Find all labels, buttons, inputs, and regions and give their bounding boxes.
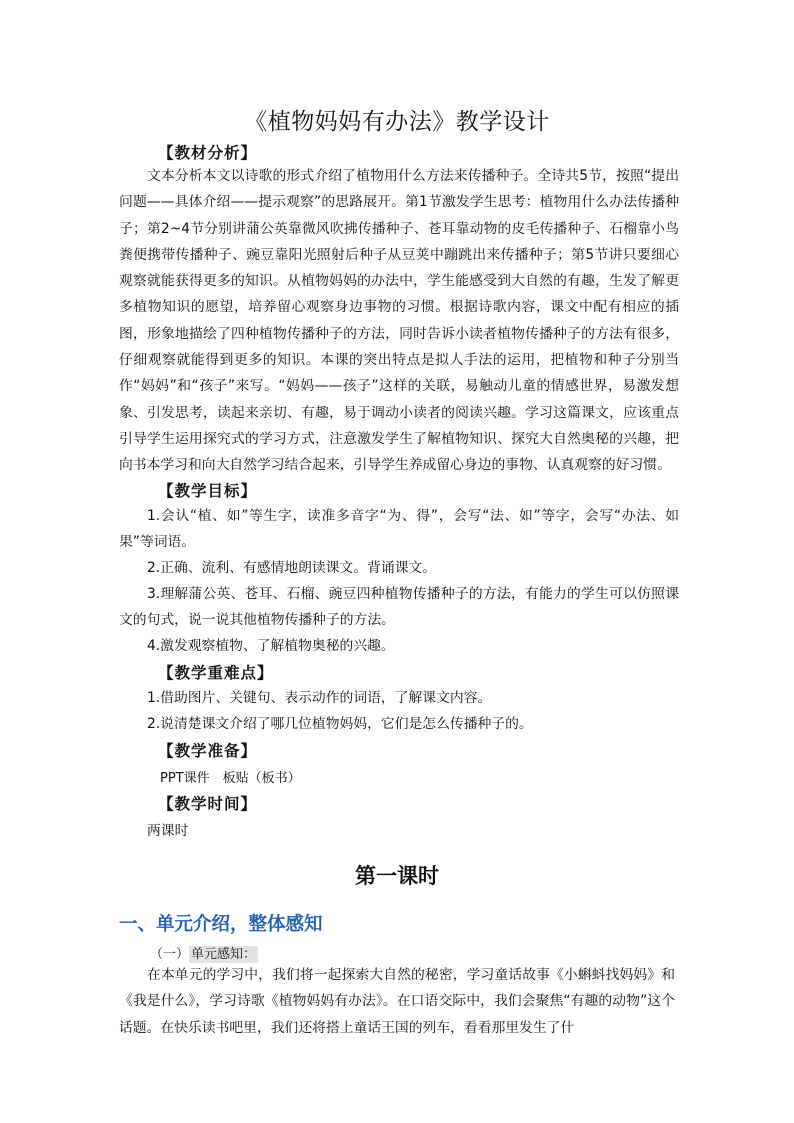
key-point-item-2: 2.说清楚课文介绍了哪几位植物妈妈，它们是怎么传播种子的。 bbox=[147, 716, 533, 732]
analysis-body: 文本分析本文以诗歌的形式介绍了植物用什么方法来传播种子。全诗共5节，按照“提出问题——具体介绍——提示观察”的思路展开。第1节激发学生思考：植物用什么办法传播种子；第2~4节分别讲蒲公英靠微风吹拂传播种子、苍耳靠动物的皮毛传播种子、石榴靠小鸟粪便携带传播种子、豌豆靠阳光照射后种子从豆荚中蹦跳出来传播种子；第5节讲只要细心观察就能获得更多的知识。从植物妈妈的办法中，学生能感受到大自然的有趣，生发了解更多植物知识的愿望，培养留心观察身边事物的习惯。根据诗歌内容，课文中配有相应的插图，形象地描绘了四种植物传播种子的方法，同时告诉小读者植物传播种子的方法有很多，仔细观察就能得到更多的知识。本课的突出特点是拟人手法的运用，把植物和种子分别当作“妈妈”和“孩子”来写。“妈妈——孩子”这样的关联，易触动儿童的情感世界，易激发想象、引发思考，读起来亲切、有趣，易于调动小读者的阅读兴趣。学习这篇课文，应该重点引导学生运用探究式的学习方式，注意激发学生了解植物知识、探究大自然奥秘的兴趣，把向书本学习和向大自然学习结合起来，引导学生养成留心身边的事物、认真观察的好习惯。 bbox=[119, 168, 679, 474]
goal-item-1: 1.会认“植、如”等生字，读准多音字“为、得”，会写“法、如”等字，会写“办法、如果”等词语。 bbox=[119, 508, 679, 551]
preparation-heading: 【教学准备】 bbox=[158, 742, 258, 760]
time-text: 两课时 bbox=[147, 823, 189, 839]
goal-item-2: 2.正确、流利、有感情地朗读课文。背诵课文。 bbox=[147, 560, 437, 576]
preparation-text: PPT课件 板贴（板书） bbox=[160, 771, 301, 786]
sub-heading-number: （一） bbox=[150, 947, 190, 962]
goals-heading: 【教学目标】 bbox=[158, 482, 258, 500]
sub-heading-label: 单元感知： bbox=[191, 947, 257, 962]
key-point-item-1: 1.借助图片、关键句、表示动作的词语，了解课文内容。 bbox=[147, 690, 492, 706]
goal-item-4: 4.激发观察植物、了解植物奥秘的兴趣。 bbox=[147, 638, 395, 654]
lesson-title: 第一课时 bbox=[355, 863, 439, 888]
section-heading: 一、单元介绍，整体感知 bbox=[119, 914, 323, 935]
goal-item-3: 3.理解蒲公英、苍耳、石榴、豌豆四种植物传播种子的方法，有能力的学生可以仿照课文的句式，说一说其他植物传播种子的方法。 bbox=[119, 586, 679, 629]
document-title: 《植物妈妈有办法》教学设计 bbox=[244, 109, 550, 135]
time-heading: 【教学时间】 bbox=[158, 795, 258, 813]
sub-heading bbox=[150, 943, 258, 962]
key-points-heading: 【教学重难点】 bbox=[158, 664, 274, 682]
analysis-heading: 【教材分析】 bbox=[158, 144, 258, 162]
lesson-body: 在本单元的学习中，我们将一起探索大自然的秘密，学习童话故事《小蝌蚪找妈妈》和《我是什么》，学习诗歌《植物妈妈有办法》。在口语交际中，我们会聚焦“有趣的动物”这个话题。在快乐读书吧里，我们还将搭上童话王国的列车，看看那里发生了什 bbox=[119, 967, 675, 1036]
